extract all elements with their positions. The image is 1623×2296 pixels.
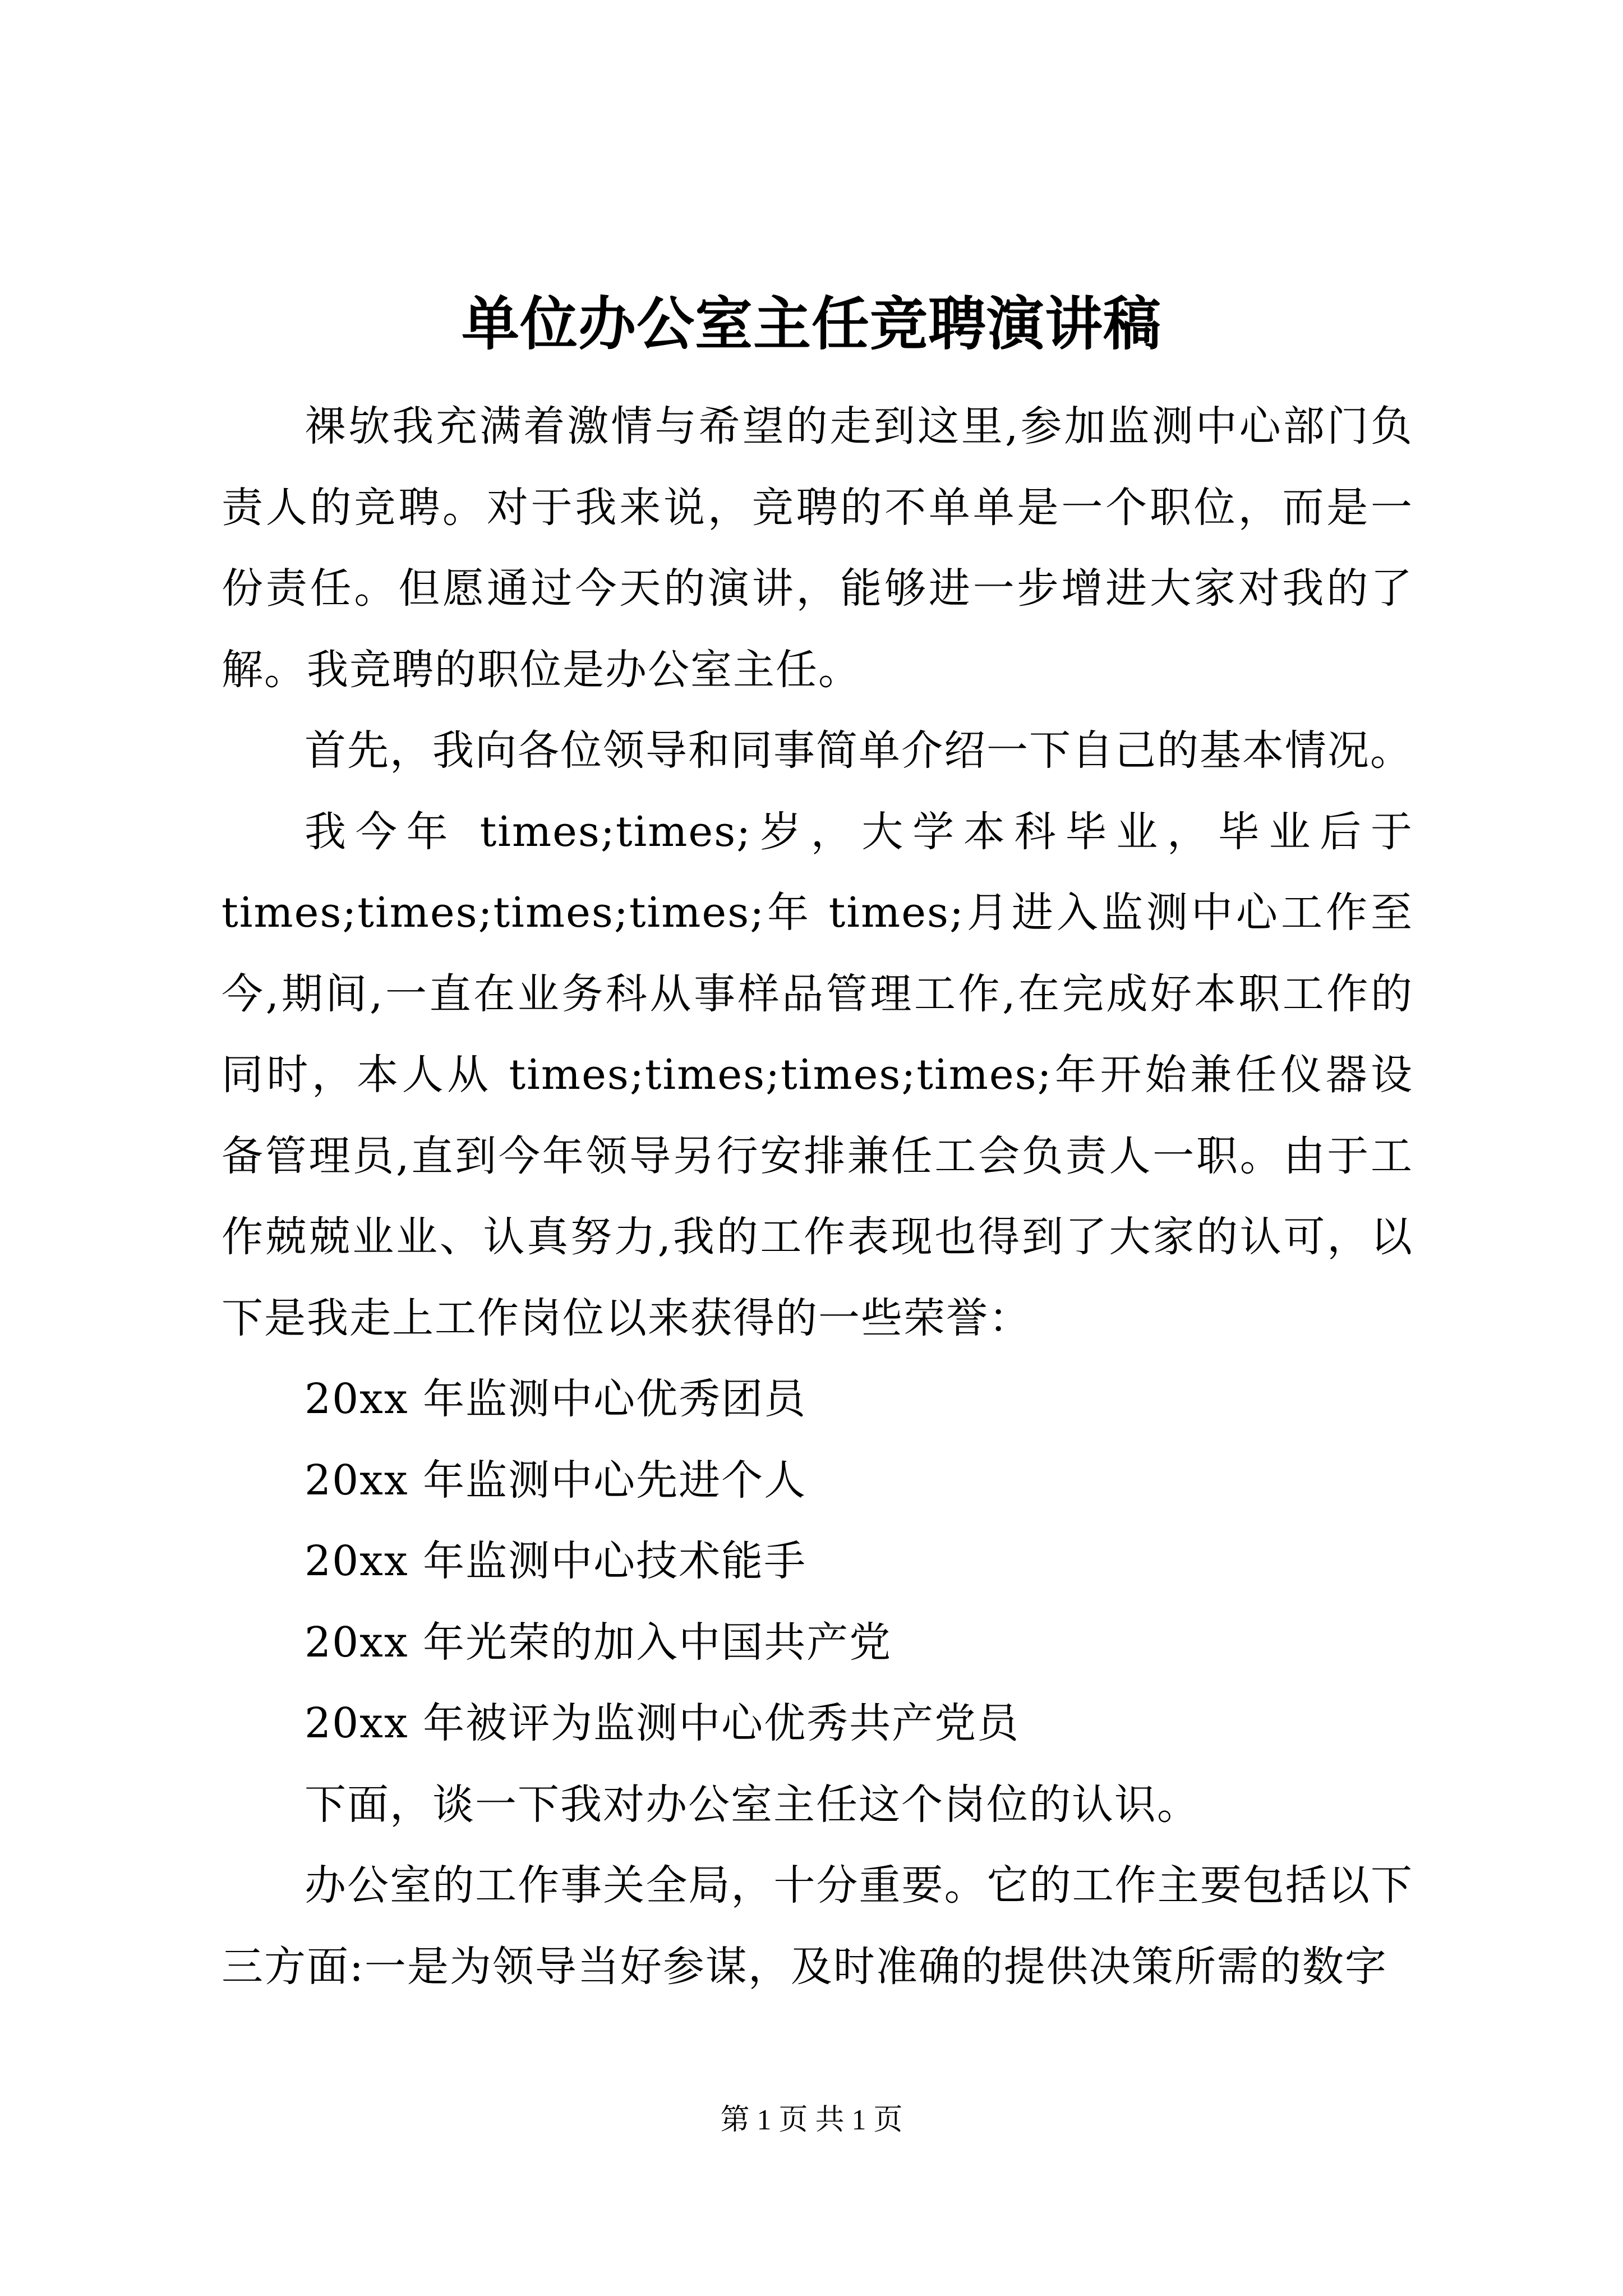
- paragraph-self-intro: 首先，我向各位领导和同事简单介绍一下自己的基本情况。: [305, 726, 1413, 775]
- honor-item: 20xx 年光荣的加入中国共产党: [305, 1618, 892, 1667]
- document-body: [222, 386, 1413, 2007]
- honor-item: 20xx 年监测中心先进个人: [305, 1456, 807, 1504]
- paragraph-background: 我今年 times;times;岁，大学本科毕业，毕业后于times;times;times;times;年 times;月进入监测中心工作至今,期间,一直在业务科从事样品管理工作,在完成好本职工作的同时，本人从 times;times;times;times;年开始兼任仪器设备管理员,直到今年领导另行安排兼任工会负责人一职。由于工作兢兢业业、认真努力,我的工作表现也得到了大家的认可，以下是我走上工作岗位以来获得的一些荣誉：: [222, 807, 1413, 1342]
- paragraph-office-duties: 办公室的工作事关全局，十分重要。它的工作主要包括以下三方面:一是为领导当好参谋，及时准确的提供决策所需的数字: [222, 1861, 1413, 1991]
- honor-item: 20xx 年监测中心技术能手: [305, 1537, 807, 1585]
- paragraph-intro: 祼欤我充满着激情与希望的走到这里,参加监测中心部门负责人的竞聘。对于我来说，竞聘的不单单是一个职位，而是一份责任。但愿通过今天的演讲，能够进一步增进大家对我的了解。我竞聘的职位是办公室主任。: [222, 402, 1413, 694]
- page-number-footer: 第 1 页 共 1 页: [720, 2104, 903, 2136]
- document-title: 单位办公室主任竞聘演讲稿: [462, 290, 1161, 358]
- paragraph-transition: 下面，谈一下我对办公室主任这个岗位的认识。: [305, 1780, 1200, 1829]
- honor-item: 20xx 年监测中心优秀团员: [305, 1375, 807, 1423]
- honor-item: 20xx 年被评为监测中心优秀共产党员: [305, 1699, 1020, 1747]
